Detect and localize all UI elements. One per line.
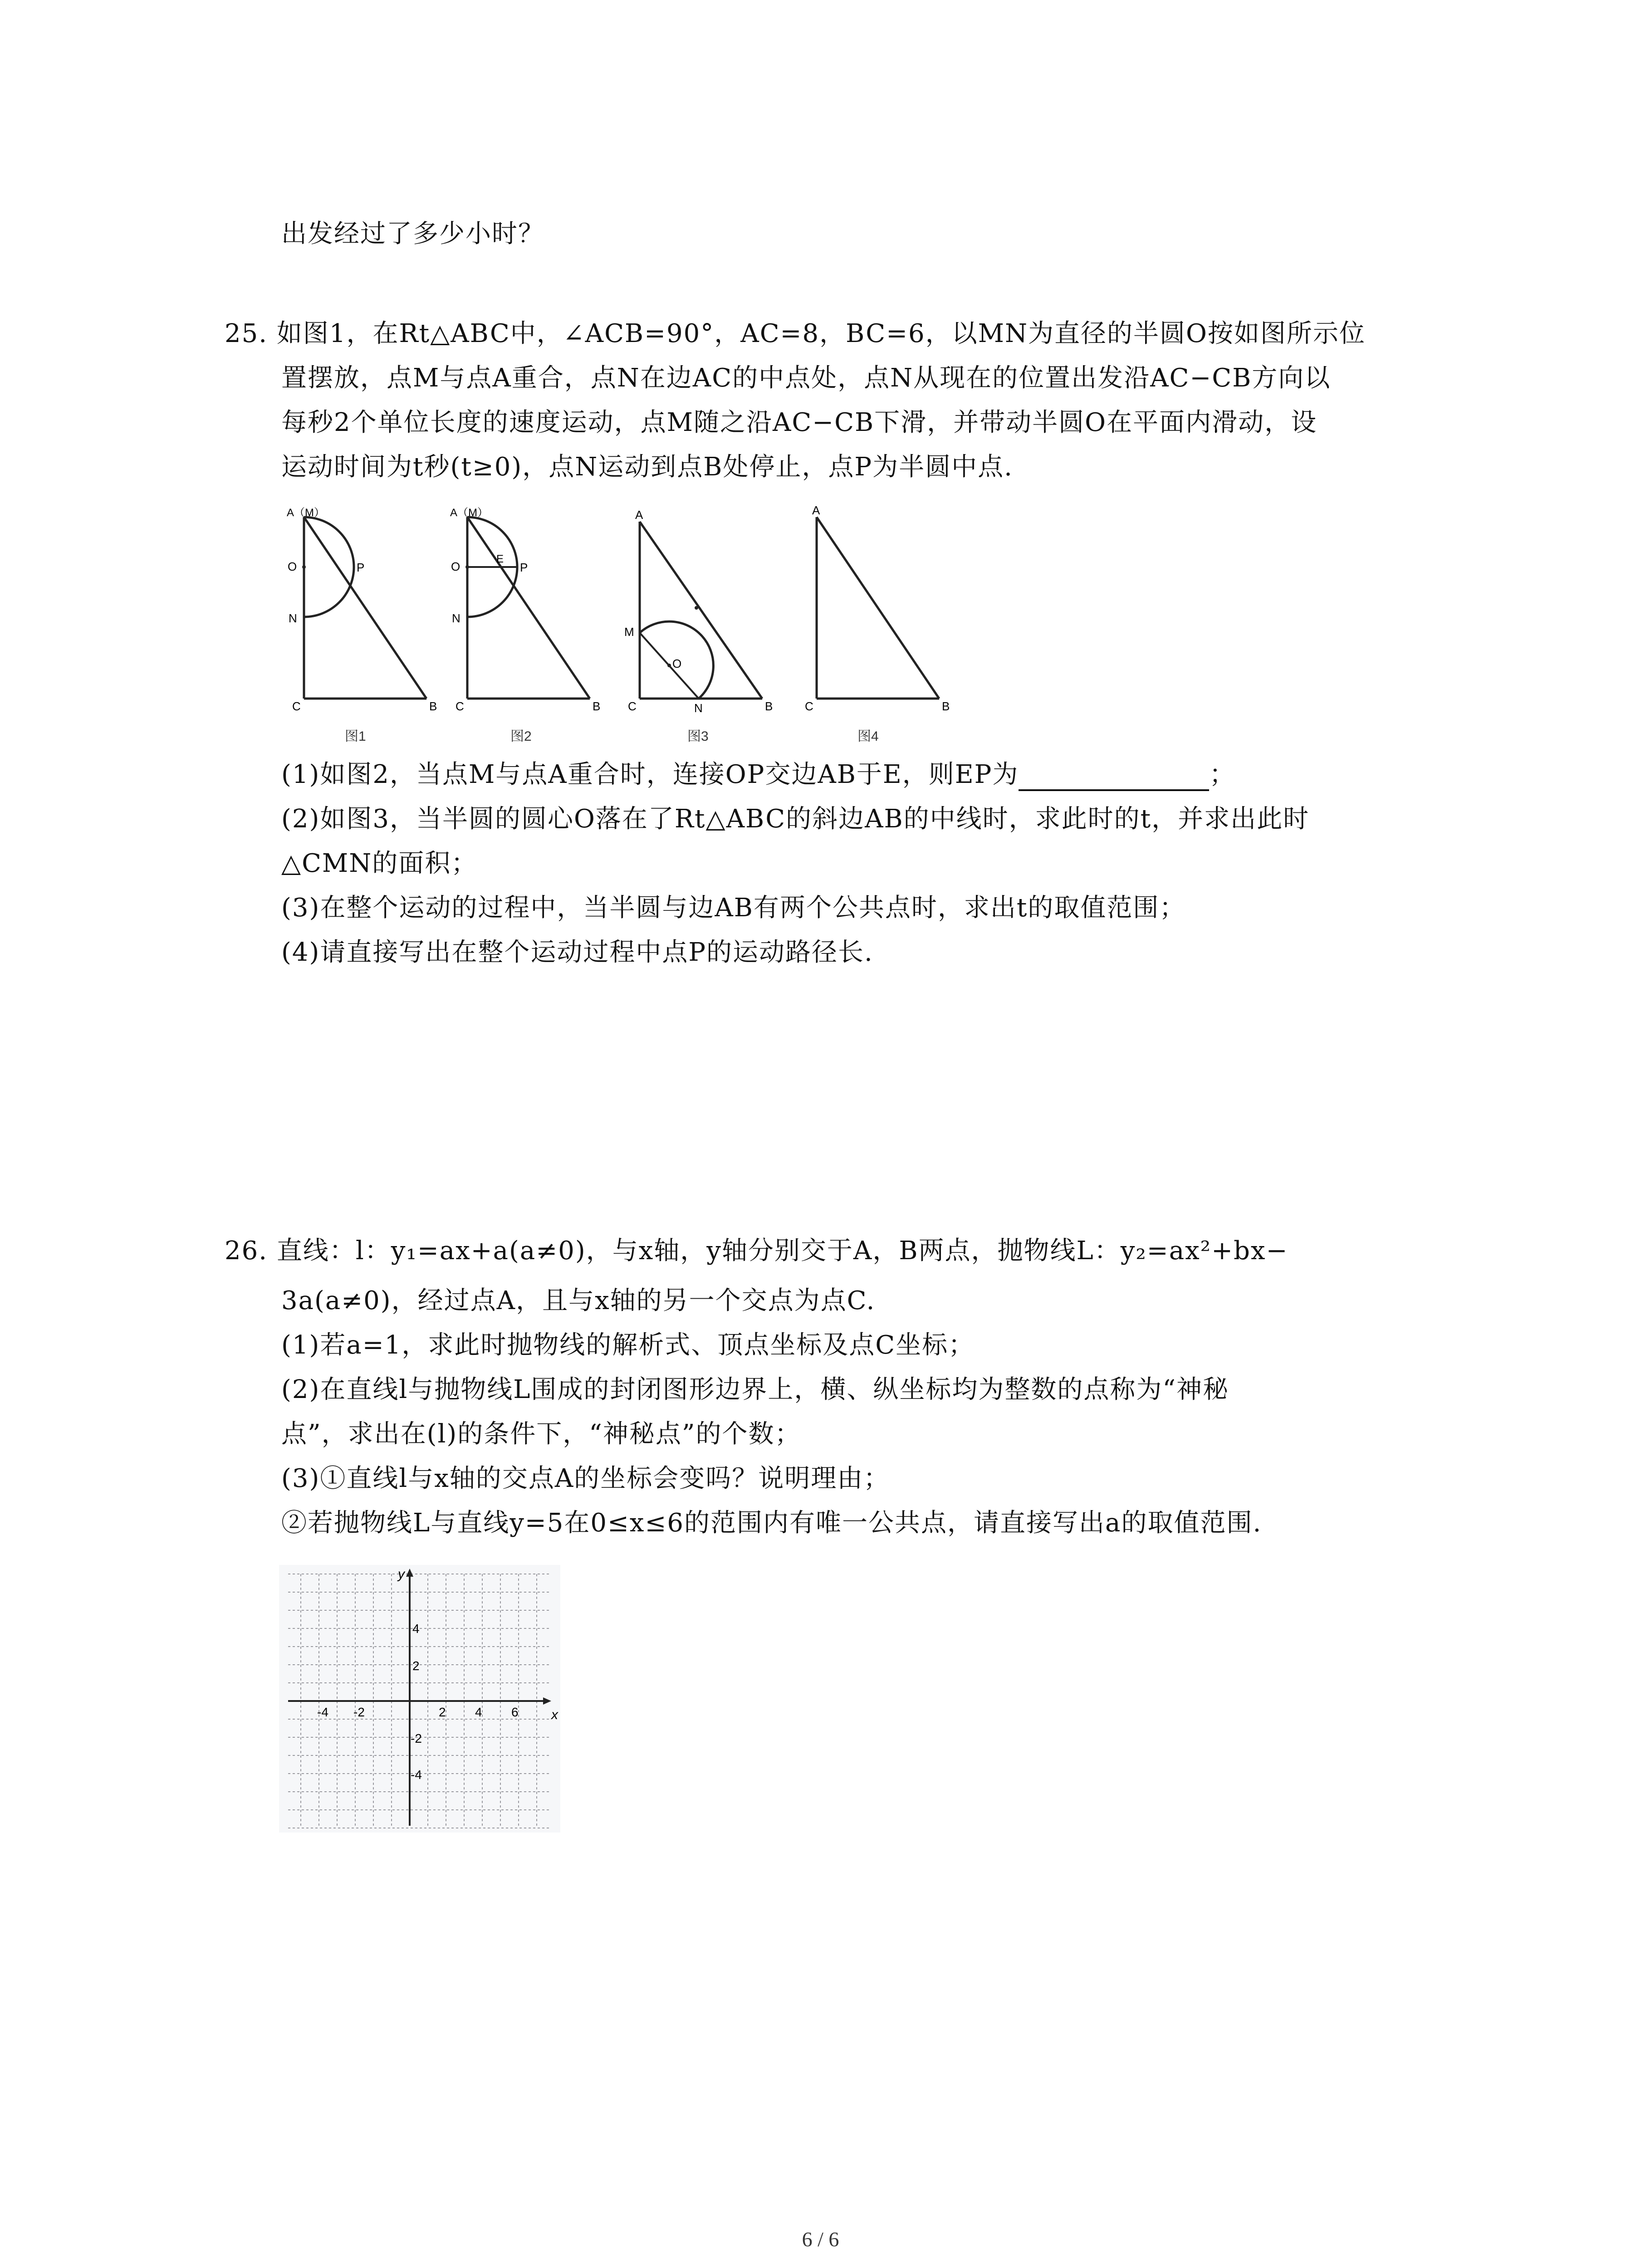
fig3-label-c: C xyxy=(628,699,637,713)
fig3-caption: 图3 xyxy=(687,729,709,744)
grid-x-tick-6: 6 xyxy=(511,1705,519,1719)
fig3-label-a: A xyxy=(635,508,643,522)
fig4-caption: 图4 xyxy=(857,729,879,744)
grid-x-tick-neg2: -2 xyxy=(353,1705,365,1719)
page-number: 6 / 6 xyxy=(802,2228,839,2251)
q25-part-2: (2)如图3，当半圆的圆心O落在了Rt△ABC的斜边AB的中线时，求此时的t，并求出此时 xyxy=(281,804,1310,834)
fig1-label-b: B xyxy=(429,699,437,713)
grid-y-tick-2: 2 xyxy=(412,1659,420,1673)
q25-line-2: 置摆放，点M与点A重合，点N在边AC的中点处，点N从现在的位置出发沿AC−CB方向以 xyxy=(281,363,1331,393)
fig2-label-a: A（M） xyxy=(450,507,488,519)
fig2-label-p: P xyxy=(520,561,528,574)
q26-coordinate-grid xyxy=(279,1565,560,1833)
q25-line-1: 25. 如图1，在Rt△ABC中，∠ACB=90°，AC=8，BC=6，以MN为直径的半圆O按如图所示位 xyxy=(225,319,1366,348)
fig4-label-c: C xyxy=(805,699,813,713)
fig1-label-c: C xyxy=(292,699,301,713)
fig1-label-n: N xyxy=(289,611,297,625)
grid-x-tick-4: 4 xyxy=(475,1705,482,1719)
grid-axis-x-label: x xyxy=(551,1707,558,1722)
fig2-label-n: N xyxy=(452,611,460,625)
fig4-label-b: B xyxy=(942,699,950,713)
q25-figure-4 xyxy=(798,503,962,717)
q25-line-3: 每秒2个单位长度的速度运动，点M随之沿AC−CB下滑，并带动半圆O在平面内滑动，设 xyxy=(281,408,1318,437)
fig3-label-o: O xyxy=(672,657,682,670)
grid-x-tick-neg4: -4 xyxy=(317,1705,328,1719)
q25-part-1-text: (1)如图2，当点M与点A重合时，连接OP交边AB于E，则EP为 xyxy=(281,760,1019,789)
fig3-label-m: M xyxy=(624,625,634,639)
grid-y-tick-4: 4 xyxy=(412,1622,420,1636)
q26-part-1: (1)若a=1，求此时抛物线的解析式、顶点坐标及点C坐标； xyxy=(281,1330,975,1360)
grid-axis-y-label: y xyxy=(398,1567,405,1582)
fig1-caption: 图1 xyxy=(345,729,366,744)
q26-part-2: (2)在直线l与抛物线L围成的封闭图形边界上，横、纵坐标均为整数的点称为“神秘 xyxy=(281,1375,1230,1404)
grid-x-tick-2: 2 xyxy=(439,1705,446,1719)
grid-y-tick-neg2: -2 xyxy=(411,1731,422,1745)
q25-part-1 xyxy=(281,758,1235,791)
answer-blank[interactable] xyxy=(1019,766,1209,791)
fig2-caption: 图2 xyxy=(510,729,532,744)
q26-part-3-2: ②若抛物线L与直线y=5在0≤x≤6的范围内有唯一公共点，请直接写出a的取值范围. xyxy=(281,1508,1262,1538)
fig2-label-o: O xyxy=(451,560,460,573)
fig2-label-c: C xyxy=(456,699,464,713)
fig2-label-e: E xyxy=(496,553,504,565)
fig3-label-b: B xyxy=(765,699,773,713)
q25-figure-3 xyxy=(622,503,785,717)
fig4-label-a: A xyxy=(812,503,820,517)
grid-y-tick-neg4: -4 xyxy=(411,1768,422,1782)
q25-part-4: (4)请直接写出在整个运动过程中点P的运动路径长. xyxy=(281,938,873,967)
q25-figure-1 xyxy=(286,503,449,717)
q25-part-3: (3)在整个运动的过程中，当半圆与边AB有两个公共点时，求出t的取值范围； xyxy=(281,893,1186,923)
q25-line-4: 运动时间为t秒(t≥0)，点N运动到点B处停止，点P为半圆中点. xyxy=(281,452,1013,482)
fig1-label-p: P xyxy=(357,561,365,574)
q26-part-3-1: (3)①直线l与x轴的交点A的坐标会变吗？说明理由； xyxy=(281,1464,890,1493)
q26-line-1: 26. 直线：l：y₁=ax+a(a≠0)，与x轴，y轴分别交于A，B两点，抛物线L：y₂=ax²+bx− xyxy=(225,1236,1288,1266)
q26-part-2-cont: 点”，求出在(l)的条件下，“神秘点”的个数； xyxy=(281,1419,801,1449)
q26-line-2: 3a(a≠0)，经过点A，且与x轴的另一个交点为点C. xyxy=(281,1286,876,1315)
q25-figure-2 xyxy=(449,503,612,717)
fig1-label-a: A（M） xyxy=(287,507,325,519)
fig3-label-n: N xyxy=(694,701,703,715)
q25-part-1-suffix: ； xyxy=(1209,760,1236,789)
q25-part-2-cont: △CMN的面积； xyxy=(281,849,478,878)
fig1-label-o: O xyxy=(288,560,297,573)
continuation-text: 出发经过了多少小时？ xyxy=(281,219,544,249)
fig2-label-b: B xyxy=(593,699,601,713)
